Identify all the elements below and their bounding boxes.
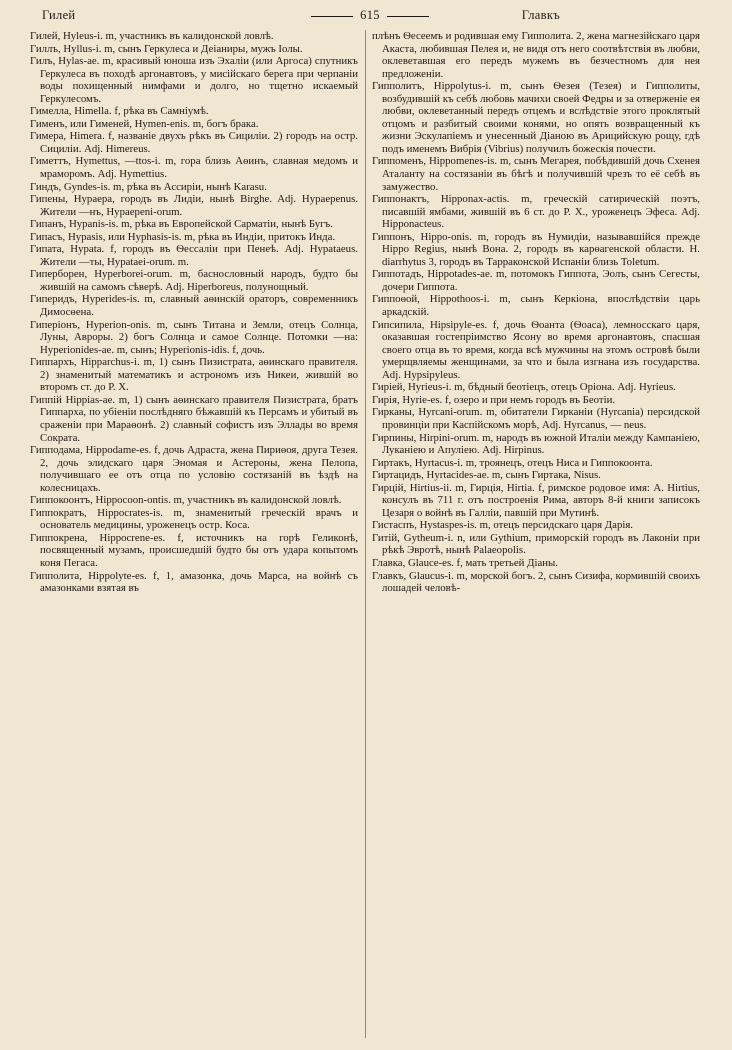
left-column (30, 30, 358, 595)
header-page-number-group (30, 8, 710, 23)
dictionary-entry: Гипены, Hypaepa, городъ въ Лидіи, нынѣ Birghe. Adj. Hypaepenus. Жители —нъ, Hypaepeni-orum. (30, 193, 358, 218)
dictionary-entry: Гипполита, Hippolyte-es. f, 1, амазонка, дочь Марса, на войнѣ съ амазонками взятая въ (30, 569, 358, 595)
dictionary-entry: Гилъ, Hylas-ae. m, красивый юноша изъ Эхаліи (или Аргоса) спутникъ Геркулеса въ походѣ аргонавтовъ, у мисійскаго берега при черпаніи воды похищенный нимфами и долго, но тщетно искаемый Геркулесомъ. (30, 55, 358, 105)
dictionary-entry: Гиртакъ, Hyrtacus-i. m, троянецъ, отецъ Нисa и Гиппокоонта. (372, 456, 653, 469)
dictionary-entry: Гимелла, Himella. f, рѣка въ Самніумѣ. (30, 105, 209, 118)
dictionary-entry: Гиперборен, Hyperborei-orum. m, баснословный народъ, будто бы жившій на самомъ сѣверѣ. Adj. Hiperboreus, полунощный. (30, 268, 358, 293)
dictionary-entry: Гиппотадъ, Hippotades-ae. m, потомокъ Гиппота, Эолъ, сынъ Сегесты, дочери Гиппота. (372, 268, 700, 293)
dictionary-entry: Гирканы, Hyrcani-orum. m, обитатели Гирканіи (Hyrcania) персидской провинціи при Каспійскомъ морѣ, Adj. Hyrcanus, — neus. (372, 406, 700, 431)
dictionary-entry: Гистаспъ, Hystaspes-is. m, отецъ персидскаго царя Дарія. (372, 519, 634, 532)
dictionary-entry: Гиллъ, Hyllus-i. m, сынъ Геркулеса и Деіаниры, мужъ Іолы. (30, 42, 303, 55)
dictionary-entry: Главкъ, Glaucus-i. m, морской богъ. 2, сынъ Сизифа, кормившій своихъ лошадей человѣ- (372, 569, 700, 595)
dictionary-entry: Гипанъ, Hypanis-is. m, рѣка въ Европейской Сарматіи, нынѣ Бугъ. (30, 218, 333, 231)
header-right-word: Главкъ (521, 8, 560, 22)
dictionary-entry: Гипполитъ, Hippolytus-i. m, сынъ Ѳезея (Тезея) и Гипполиты, возбудившій къ себѣ любовь мачихи своей Федры и за отверженіе ея любви, оклеветанный передъ отцемъ и вслѣдствіе этого проклятый отцомъ и разбитый своими конями, но опять возвращенный къ жизни Эскулапіемъ и унесенный Діаною въ Арицийскую рощу, гдѣ подъ именемъ Вибрія (Vibrius) получилъ божескія почести. (372, 80, 700, 155)
column-divider (365, 30, 366, 1038)
dictionary-entry: Гимера, Himera. f, названіе двухъ рѣкъ въ Сициліи. 2) городъ на остр. Сициліи. Adj. Himereus. (30, 130, 358, 155)
dictionary-entry: Главка, Glauce-es. f, мать третьей Діаны. (372, 556, 558, 569)
dictionary-entry: Гирія, Hyrie-es. f, озеро и при немъ городъ въ Беотіи. (372, 393, 616, 406)
dictionary-entry: Гирiей, Hyrieus-i. m, бѣдный беотіецъ, отецъ Оріона. Adj. Hyrieus. (372, 381, 676, 394)
dictionary-entry: Гиппонактъ, Hipponax-actis. m, греческій сатирическій поэтъ, писавшій ямбами, жившій въ 6 ст. до Р. Х., уроженецъ Эфеса. Adj. Hipponacteus. (372, 193, 700, 231)
dictionary-entry: Гиртацидъ, Hyrtacides-ae. m, сынъ Гиртака, Nisus. (372, 469, 601, 482)
dictionary-entry: Гиппократъ, Hippocrates-is. m, знаменитый греческій врачъ и основатель медицины, уроженецъ остр. Коса. (30, 506, 358, 532)
dictionary-entry: Гиппій Hippias-ae. m, 1) сынъ аѳинскаго правителя Пизистрата, братъ Гиппарха, по убіеніи послѣдняго бѣжавшій къ Персамъ и убитый въ сраженіи при Мараѳонѣ. 2) славный софистъ изъ Эллады во время Сократа. (30, 393, 358, 444)
dictionary-entry: Гиперіонъ, Hyperion-onis. m, сынъ Титана и Земли, отецъ Солнца, Луны, Авроры. 2) богъ Солнца и самое Солнце. Потомки —на: Hyperionides-ae. m, сынъ; Hyperionis-idis. f, дочь. (30, 318, 358, 356)
dictionary-entry: Гиппокрена, Hippocrene-es. f, источникъ на горѣ Геликонѣ, посвященный музамъ, происшедшій будто бы отъ удара копытомъ коня Пегаса. (30, 531, 358, 569)
dictionary-entry: Гирцій, Hirtius-ii. m, Гирція, Hirtia. f, римское родовое имя: A. Hirtius, консулъ въ 711 г. отъ построенія Рима, авторъ 8-й книги записокъ Цезаря о войнѣ въ Галліи, павшій при Мутинѣ. (372, 481, 700, 519)
dictionary-entry: Гиндъ, Gyndes-is. m, рѣка въ Ассиріи, нынѣ Karasu. (30, 180, 267, 193)
dictionary-entry: Гилей, Hyleus-i. m, участникъ въ калидонской ловлѣ. (30, 30, 274, 42)
dictionary-entry: Гиппархъ, Hipparchus-i. m, 1) сынъ Пизистрата, аѳинскаго правителя. 2) знаменитый математикъ и астрономъ изъ Никеи, жившій во второмъ ст. до Р. Х. (30, 356, 358, 394)
dictionary-entry: Гирпины, Hirpini-orum. m, народъ въ южной Италіи между Кампаніею, Луканіею и Апуліею. Adj. Hirpinus. (372, 431, 700, 457)
header-left-word: Гилей (42, 8, 76, 22)
dictionary-entry: плѣнъ Ѳесеемъ и родившая ему Гипполита. 2, жена магнезійскаго царя Акаста, любившая Пелея и, не видя отъ него соотвѣтствія въ любви, оклеветавшая его передъ мужемъ въ безчестномъ для нея предложеніи. (372, 30, 700, 80)
page-number: 615 (360, 8, 380, 22)
dictionary-entry: Гипсипила, Hipsipyle-es. f, дочь Ѳоанта (Ѳоаса), лемносскаго царя, оказавшая гостепріимство Ясону во время аргонавтовъ, спасшая своего отца въ то время, когда всѣ мужчины на этомъ островѣ были умерщвляемы женщинами, за что и была изгнана изъ государства. Adj. Hypsipyleus. (372, 318, 700, 381)
dictionary-entry: Гипасъ, Hypasis, или Hyphasis-is. m, рѣка въ Индіи, притокъ Инда. (30, 230, 336, 243)
header-rule-right (387, 16, 429, 17)
dictionary-entry: Гитій, Gytheum-i. n, или Gythium, приморскій городъ въ Лаконіи при рѣкѣ Эвротѣ, нынѣ Palaeopolis. (372, 531, 700, 557)
page-header (30, 6, 710, 28)
right-column (372, 30, 700, 595)
dictionary-entry: Гипподама, Hippodame-es. f, дочь Адраста, жена Пириѳоя, друга Тезея. 2, дочь элидскаго царя Эномая и Астероны, жена Пелопа, получившаго ее отъ отца по условію состязаній въ ѣздѣ на колесницахъ. (30, 444, 358, 494)
dictionary-entry: Гиппонъ, Hippo-onis. m, городъ въ Нумидіи, называвшійся прежде Hippo Regius, нынѣ Вона. 2, городъ въ карѳагенской области. Н. diarrhytus 3, городъ въ Тарраконской Испаніи близь Toletum. (372, 230, 700, 268)
dictionary-entry: Гипата, Hypata. f, городъ въ Ѳессаліи при Пенеѣ. Adj. Hypataeus. Жители —ты, Hypataei-orum. m. (30, 243, 358, 268)
dictionary-entry: Гиметтъ, Hymettus, —ttos-i. m, гора близь Аѳинъ, славная медомъ и мраморомъ. Adj. Hymettius. (30, 155, 358, 181)
dictionary-entry: Гиппоменъ, Hippomenes-is. m, сынъ Мегарея, побѣдившій дочь Схенея Аталанту на состязаніи въ бѣгѣ и получившій чрезъ то её себѣ въ замужество. (372, 155, 700, 193)
header-rule-left (311, 16, 353, 17)
dictionary-entry: Гиперидъ, Hyperides-is. m, славный аѳинскій ораторъ, современникъ Димосѳена. (30, 293, 358, 319)
dictionary-entry: Гиппокоонтъ, Hippocoon-ontis. m, участникъ въ калидонской ловлѣ. (30, 494, 342, 507)
dictionary-entry: Гименъ, или Гименей, Hymen-enis. m, богъ брака. (30, 117, 259, 130)
dictionary-entry: Гиппоѳой, Hippothoos-i. m, сынъ Керкіона, впослѣдствіи царь аркадскій. (372, 293, 700, 319)
